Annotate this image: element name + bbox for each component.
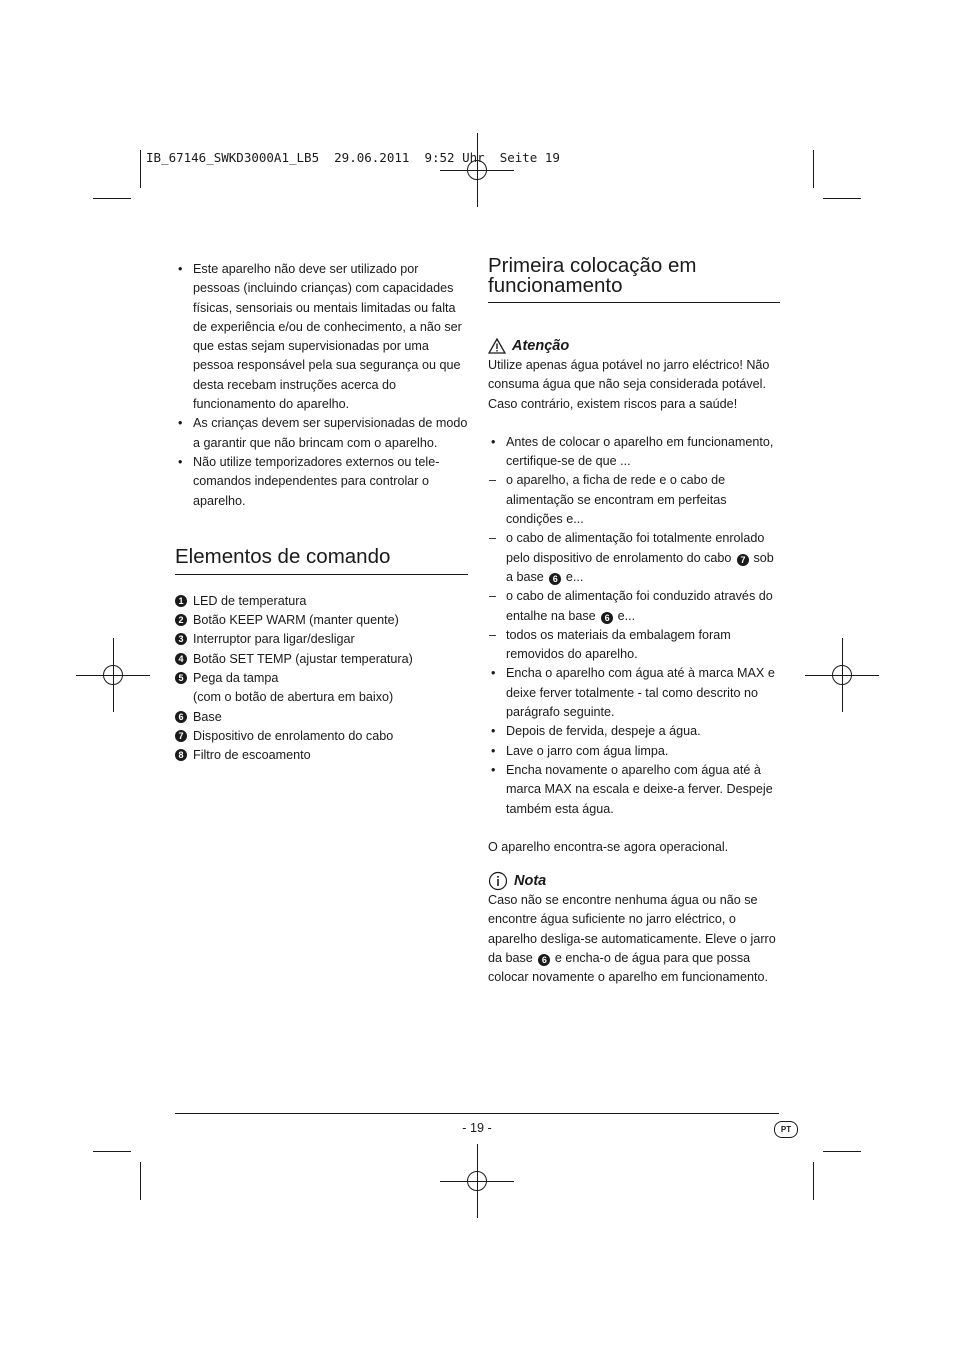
list-item — [175, 669, 468, 708]
list-item — [175, 650, 468, 669]
number-badge: 6 — [538, 954, 550, 966]
list-item: • Lave o jarro com água limpa. — [488, 742, 780, 761]
item-text: e... — [617, 608, 636, 623]
number-badge: 2 — [175, 614, 187, 626]
number-badge: 7 — [737, 554, 749, 566]
list-item: • Depois de fervida, despeje a água. — [488, 722, 780, 741]
crop-mark — [93, 1151, 131, 1152]
note-heading — [488, 871, 780, 891]
number-badge: 5 — [175, 672, 187, 684]
crop-mark — [823, 198, 861, 199]
crop-mark — [813, 1162, 814, 1200]
attention-heading — [488, 336, 780, 356]
list-item — [175, 592, 468, 611]
controls-heading: Elementos de comando — [175, 547, 468, 575]
control-label: Dispositivo de enrolamento do cabo — [193, 728, 394, 743]
note-text-part: e encha-o de água para que possa colocar novamente o aparelho em funcionamento. — [488, 951, 769, 985]
attention-text: Utilize apenas água potável no jarro eléctrico! Não consuma água que não seja considerada potável. Caso contrário, existem riscos para a saúde! — [488, 358, 770, 411]
warning-icon — [488, 338, 506, 354]
operational-text: O aparelho encontra-se agora operacional. — [488, 839, 729, 854]
registration-mark — [76, 638, 150, 712]
item-text: o cabo de alimentação foi conduzido através do entalhe na base — [506, 589, 773, 623]
setup-heading: Primeira colocação em funcionamento — [488, 254, 697, 297]
number-badge: 6 — [175, 711, 187, 723]
controls-list — [175, 592, 468, 766]
crop-mark — [823, 1151, 861, 1152]
left-column — [175, 260, 468, 766]
list-item: • As crianças devem ser supervisionadas de modo a garantir que não brincam com o aparelho. — [175, 414, 468, 453]
registration-mark — [805, 638, 879, 712]
crop-mark — [813, 150, 814, 188]
language-badge: PT — [774, 1121, 798, 1138]
crop-mark — [140, 150, 141, 188]
number-badge: 3 — [175, 633, 187, 645]
note-title: Nota — [514, 873, 547, 890]
attention-title: Atenção — [512, 338, 570, 354]
control-label: LED de temperatura — [193, 593, 307, 608]
number-badge: 4 — [175, 653, 187, 665]
list-item — [175, 727, 468, 746]
note-text — [488, 891, 780, 987]
list-item: • Encha novamente o aparelho com água até à marca MAX na escala e deixe-a ferver. Despeje também esta água. — [488, 761, 780, 819]
list-item — [488, 529, 780, 587]
number-badge: 7 — [175, 730, 187, 742]
control-label: Botão KEEP WARM (manter quente) — [193, 613, 399, 628]
info-icon — [488, 871, 508, 891]
item-text: o cabo de alimentação foi totalmente enrolado pelo dispositivo de enrolamento do cabo — [506, 531, 765, 565]
control-label: Pega da tampa (com o botão de abertura em baixo) — [193, 671, 394, 705]
list-item: – o aparelho, a ficha de rede e o cabo de alimentação se encontram em perfeitas condições e... — [488, 471, 780, 529]
note-text-part: Caso não se encontre nenhuma água ou não se encontre água suficiente no jarro eléctrico, o aparelho desliga-se automaticamente. Eleve o jarro da base — [488, 893, 776, 966]
registration-mark — [440, 133, 514, 207]
list-item: • Antes de colocar o aparelho em funcionamento, certifique-se de que ... — [488, 433, 780, 472]
list-item — [488, 587, 780, 626]
number-badge: 6 — [601, 612, 613, 624]
list-item — [175, 746, 468, 765]
right-column — [488, 256, 780, 988]
number-badge: 1 — [175, 595, 187, 607]
crop-mark — [93, 198, 131, 199]
safety-list — [175, 260, 468, 511]
crop-mark — [140, 1162, 141, 1200]
item-text: e... — [565, 569, 584, 584]
list-item: • Não utilize temporizadores externos ou tele-comandos independentes para controlar o aparelho. — [175, 453, 468, 511]
list-item: • Este aparelho não deve ser utilizado por pessoas (incluindo crianças) com capacidades físicas, sensoriais ou mentais limitadas ou falta de experiência e/ou de conhecimento, a não ser que estas sejam supervisionadas por uma pessoa responsável pela sua segurança ou que desta recebam instruções acerca do funcionamento do aparelho. — [175, 260, 468, 414]
control-label: Base — [193, 709, 222, 724]
registration-mark — [440, 1144, 514, 1218]
item-text: sob a base — [506, 550, 774, 584]
number-badge: 8 — [175, 749, 187, 761]
heading-rule — [488, 302, 780, 303]
control-label: Interruptor para ligar/desligar — [193, 632, 355, 647]
list-item — [175, 708, 468, 727]
footer-rule — [175, 1113, 779, 1114]
list-item: • Encha o aparelho com água até à marca MAX e deixe ferver totalmente - tal como descrito no parágrafo seguinte. — [488, 664, 780, 722]
control-label: Filtro de escoamento — [193, 748, 311, 763]
print-slug: IB_67146_SWKD3000A1_LB5 29.06.2011 9:52 Uhr Seite 19 — [146, 150, 560, 165]
list-item — [175, 630, 468, 649]
setup-list — [488, 433, 780, 819]
list-item: – todos os materiais da embalagem foram removidos do aparelho. — [488, 626, 780, 665]
page-number: - 19 - — [462, 1121, 492, 1135]
list-item — [175, 611, 468, 630]
number-badge: 6 — [549, 573, 561, 585]
control-label: Botão SET TEMP (ajustar temperatura) — [193, 651, 413, 666]
